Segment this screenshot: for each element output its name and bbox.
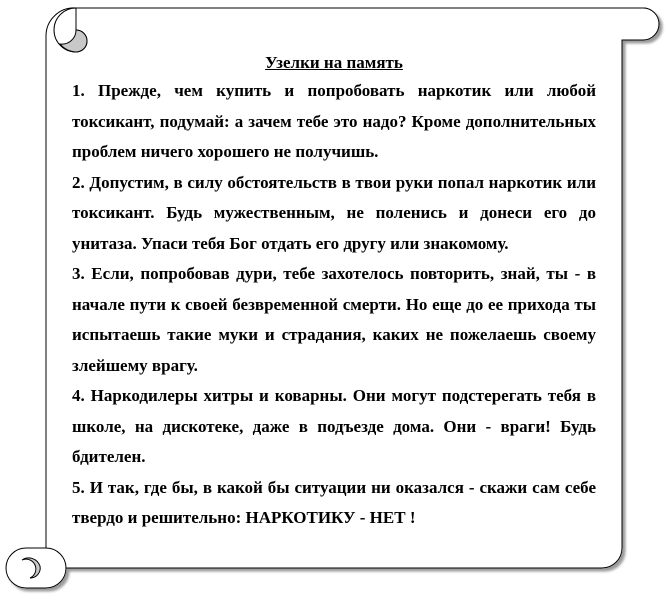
rule-paragraph-3: 3. Если, попробовав дури, тебе захотелось повторить, знай, ты - в начале пути к своей безвременной смерти. Но еще до ее прихода ты испытаешь такие муки и страдания, каких не пожелаешь своему злейшему врагу. [72, 264, 596, 375]
rule-paragraph-2: 2. Допустим, в силу обстоятельств в твои руки попал наркотик или токсикант. Будь мужественным, не поленись и донеси его до унитаза. Упаси тебя Бог отдать его другу или знакомому. [72, 172, 596, 253]
rule-paragraph-4: 4. Наркодилеры хитры и коварны. Они могут подстерегать тебя в школе, на дискотеке, даже в подъезде дома. Они - враги! Будь бдителен. [72, 386, 596, 466]
rule-paragraph-5: 5. И так, где бы, в какой бы ситуации ни оказался - скажи сам себе твердо и решительно: НАРКОТИКУ - НЕТ ! [72, 477, 596, 527]
scroll-content [72, 49, 596, 534]
rule-paragraph-1: 1. Прежде, чем купить и попробовать наркотик или любой токсикант, подумай: а зачем тебе это надо? Кроме дополнительных проблем ничего хорошего не получишь. [72, 81, 596, 161]
scroll-title: Узелки на память [265, 53, 403, 72]
